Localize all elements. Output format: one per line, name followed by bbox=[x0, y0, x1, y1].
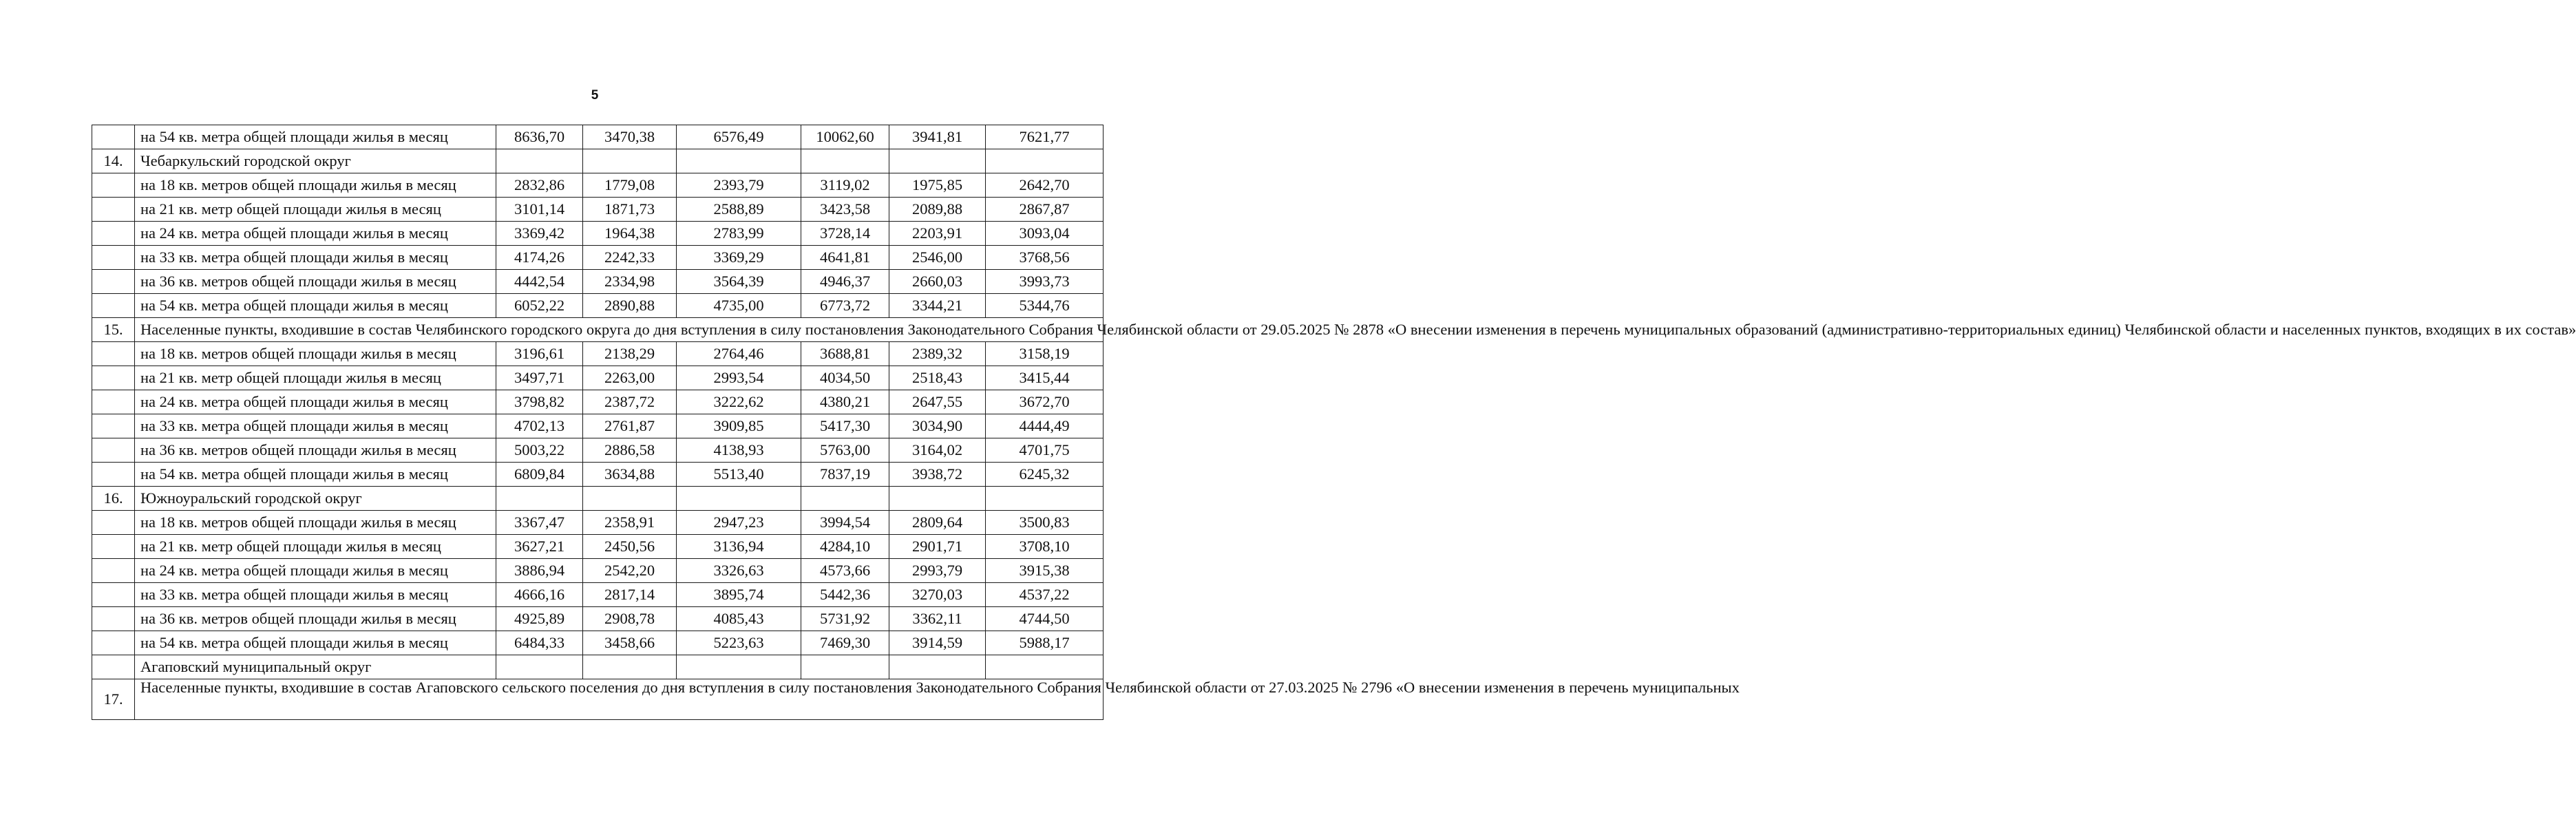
value-cell: 1975,85 bbox=[889, 173, 986, 198]
value-cell: 5223,63 bbox=[677, 631, 801, 655]
row-number-cell bbox=[92, 535, 135, 559]
table-row bbox=[92, 125, 1104, 149]
table-row bbox=[92, 414, 1104, 438]
row-label: на 33 кв. метра общей площади жилья в месяц bbox=[135, 414, 496, 438]
value-cell: 3895,74 bbox=[677, 583, 801, 607]
row-number-cell bbox=[92, 414, 135, 438]
value-cell: 3914,59 bbox=[889, 631, 986, 655]
value-cell: 4034,50 bbox=[801, 366, 889, 390]
table-row bbox=[92, 246, 1104, 270]
value-cell: 2389,32 bbox=[889, 342, 986, 366]
section-title: Агаповский муниципальный округ bbox=[135, 655, 496, 679]
value-cell: 6245,32 bbox=[986, 463, 1104, 487]
row-number-cell bbox=[92, 125, 135, 149]
value-cell: 2886,58 bbox=[583, 438, 677, 463]
section-row bbox=[92, 655, 1104, 679]
value-cell: 2546,00 bbox=[889, 246, 986, 270]
value-cell: 3634,88 bbox=[583, 463, 677, 487]
value-cell: 6484,33 bbox=[496, 631, 583, 655]
empty-value-cell bbox=[889, 149, 986, 173]
value-cell: 4701,75 bbox=[986, 438, 1104, 463]
empty-value-cell bbox=[986, 149, 1104, 173]
empty-value-cell bbox=[583, 487, 677, 511]
table-row bbox=[92, 559, 1104, 583]
value-cell: 5344,76 bbox=[986, 294, 1104, 318]
page-number: 5 bbox=[591, 88, 599, 103]
value-cell: 3158,19 bbox=[986, 342, 1104, 366]
value-cell: 2660,03 bbox=[889, 270, 986, 294]
row-label: на 24 кв. метра общей площади жилья в месяц bbox=[135, 559, 496, 583]
value-cell: 2783,99 bbox=[677, 222, 801, 246]
row-label: на 33 кв. метра общей площади жилья в месяц bbox=[135, 583, 496, 607]
table-row bbox=[92, 438, 1104, 463]
value-cell: 4702,13 bbox=[496, 414, 583, 438]
value-cell: 4085,43 bbox=[677, 607, 801, 631]
row-label: на 21 кв. метр общей площади жилья в месяц bbox=[135, 366, 496, 390]
row-number-cell bbox=[92, 366, 135, 390]
value-cell: 4174,26 bbox=[496, 246, 583, 270]
table-row bbox=[92, 342, 1104, 366]
row-number-cell bbox=[92, 463, 135, 487]
value-cell: 2647,55 bbox=[889, 390, 986, 414]
value-cell: 4380,21 bbox=[801, 390, 889, 414]
value-cell: 3367,47 bbox=[496, 511, 583, 535]
value-cell: 3344,21 bbox=[889, 294, 986, 318]
value-cell: 3627,21 bbox=[496, 535, 583, 559]
row-label: на 24 кв. метра общей площади жилья в месяц bbox=[135, 222, 496, 246]
empty-value-cell bbox=[889, 655, 986, 679]
value-cell: 3164,02 bbox=[889, 438, 986, 463]
value-cell: 2263,00 bbox=[583, 366, 677, 390]
value-cell: 7469,30 bbox=[801, 631, 889, 655]
value-cell: 4946,37 bbox=[801, 270, 889, 294]
value-cell: 4284,10 bbox=[801, 535, 889, 559]
value-cell: 4444,49 bbox=[986, 414, 1104, 438]
value-cell: 3909,85 bbox=[677, 414, 801, 438]
empty-value-cell bbox=[583, 655, 677, 679]
value-cell: 3369,42 bbox=[496, 222, 583, 246]
value-cell: 3458,66 bbox=[583, 631, 677, 655]
value-cell: 5003,22 bbox=[496, 438, 583, 463]
row-label: на 21 кв. метр общей площади жилья в месяц bbox=[135, 198, 496, 222]
row-label: на 54 кв. метра общей площади жилья в месяц bbox=[135, 631, 496, 655]
value-cell: 2450,56 bbox=[583, 535, 677, 559]
value-cell: 3564,39 bbox=[677, 270, 801, 294]
value-cell: 2947,23 bbox=[677, 511, 801, 535]
value-cell: 3500,83 bbox=[986, 511, 1104, 535]
value-cell: 2138,29 bbox=[583, 342, 677, 366]
row-number-cell bbox=[92, 198, 135, 222]
value-cell: 2809,64 bbox=[889, 511, 986, 535]
row-label: на 33 кв. метра общей площади жилья в месяц bbox=[135, 246, 496, 270]
table-row bbox=[92, 535, 1104, 559]
value-cell: 3093,04 bbox=[986, 222, 1104, 246]
value-cell: 2518,43 bbox=[889, 366, 986, 390]
section-row bbox=[92, 149, 1104, 173]
section-description: Населенные пункты, входившие в состав Челябинского городского округа до дня вступления в силу постановления Законодательного Собрания Челябинской области от 29.05.2025 № 2878 «О внесении изменения в перечень муниципальных образований (административно-территориальных единиц) Челябинской области и населенных пунктов, входящих в их состав» bbox=[135, 318, 1104, 342]
value-cell: 3222,62 bbox=[677, 390, 801, 414]
row-label: на 18 кв. метров общей площади жилья в месяц bbox=[135, 511, 496, 535]
row-number-cell bbox=[92, 583, 135, 607]
empty-value-cell bbox=[677, 487, 801, 511]
row-number-cell bbox=[92, 173, 135, 198]
value-cell: 3270,03 bbox=[889, 583, 986, 607]
empty-value-cell bbox=[677, 655, 801, 679]
value-cell: 5513,40 bbox=[677, 463, 801, 487]
value-cell: 2334,98 bbox=[583, 270, 677, 294]
value-cell: 3688,81 bbox=[801, 342, 889, 366]
tariff-table bbox=[92, 125, 2576, 720]
row-label: на 36 кв. метров общей площади жилья в месяц bbox=[135, 607, 496, 631]
row-label: на 36 кв. метров общей площади жилья в месяц bbox=[135, 438, 496, 463]
value-cell: 2542,20 bbox=[583, 559, 677, 583]
section-number: 16. bbox=[92, 487, 135, 511]
row-number-cell bbox=[92, 511, 135, 535]
table-row bbox=[92, 390, 1104, 414]
row-number-cell bbox=[92, 390, 135, 414]
empty-value-cell bbox=[986, 655, 1104, 679]
section-number bbox=[92, 655, 135, 679]
value-cell: 2761,87 bbox=[583, 414, 677, 438]
value-cell: 3708,10 bbox=[986, 535, 1104, 559]
value-cell: 4138,93 bbox=[677, 438, 801, 463]
value-cell: 3034,90 bbox=[889, 414, 986, 438]
empty-value-cell bbox=[986, 487, 1104, 511]
row-number-cell bbox=[92, 342, 135, 366]
section-title: Южноуральский городской округ bbox=[135, 487, 496, 511]
table-row bbox=[92, 511, 1104, 535]
value-cell: 3119,02 bbox=[801, 173, 889, 198]
table-row bbox=[92, 583, 1104, 607]
value-cell: 3728,14 bbox=[801, 222, 889, 246]
value-cell: 3915,38 bbox=[986, 559, 1104, 583]
section-number: 15. bbox=[92, 318, 135, 342]
value-cell: 2832,86 bbox=[496, 173, 583, 198]
value-cell: 2387,72 bbox=[583, 390, 677, 414]
table-row bbox=[92, 366, 1104, 390]
table-row bbox=[92, 198, 1104, 222]
value-cell: 3423,58 bbox=[801, 198, 889, 222]
value-cell: 7621,77 bbox=[986, 125, 1104, 149]
row-number-cell bbox=[92, 294, 135, 318]
value-cell: 2393,79 bbox=[677, 173, 801, 198]
value-cell: 2817,14 bbox=[583, 583, 677, 607]
row-number-cell bbox=[92, 270, 135, 294]
value-cell: 2764,46 bbox=[677, 342, 801, 366]
value-cell: 3196,61 bbox=[496, 342, 583, 366]
row-label: на 36 кв. метров общей площади жилья в месяц bbox=[135, 270, 496, 294]
section-title: Чебаркульский городской округ bbox=[135, 149, 496, 173]
value-cell: 6576,49 bbox=[677, 125, 801, 149]
value-cell: 1871,73 bbox=[583, 198, 677, 222]
value-cell: 2358,91 bbox=[583, 511, 677, 535]
value-cell: 3672,70 bbox=[986, 390, 1104, 414]
value-cell: 4573,66 bbox=[801, 559, 889, 583]
value-cell: 2890,88 bbox=[583, 294, 677, 318]
value-cell: 5731,92 bbox=[801, 607, 889, 631]
value-cell: 6773,72 bbox=[801, 294, 889, 318]
empty-value-cell bbox=[801, 487, 889, 511]
row-number-cell bbox=[92, 559, 135, 583]
value-cell: 2089,88 bbox=[889, 198, 986, 222]
empty-value-cell bbox=[889, 487, 986, 511]
value-cell: 3768,56 bbox=[986, 246, 1104, 270]
value-cell: 2867,87 bbox=[986, 198, 1104, 222]
empty-value-cell bbox=[496, 487, 583, 511]
empty-value-cell bbox=[496, 149, 583, 173]
value-cell: 6809,84 bbox=[496, 463, 583, 487]
value-cell: 3938,72 bbox=[889, 463, 986, 487]
value-cell: 8636,70 bbox=[496, 125, 583, 149]
value-cell: 3941,81 bbox=[889, 125, 986, 149]
value-cell: 3798,82 bbox=[496, 390, 583, 414]
table-row bbox=[92, 631, 1104, 655]
section-number: 14. bbox=[92, 149, 135, 173]
row-label: на 54 кв. метра общей площади жилья в месяц bbox=[135, 294, 496, 318]
value-cell: 6052,22 bbox=[496, 294, 583, 318]
value-cell: 3369,29 bbox=[677, 246, 801, 270]
row-label: на 54 кв. метра общей площади жилья в месяц bbox=[135, 125, 496, 149]
table-row bbox=[92, 173, 1104, 198]
value-cell: 5988,17 bbox=[986, 631, 1104, 655]
value-cell: 4442,54 bbox=[496, 270, 583, 294]
table-row bbox=[92, 222, 1104, 246]
section-row bbox=[92, 487, 1104, 511]
value-cell: 2642,70 bbox=[986, 173, 1104, 198]
empty-value-cell bbox=[801, 149, 889, 173]
value-cell: 2908,78 bbox=[583, 607, 677, 631]
value-cell: 5763,00 bbox=[801, 438, 889, 463]
value-cell: 4744,50 bbox=[986, 607, 1104, 631]
value-cell: 5442,36 bbox=[801, 583, 889, 607]
value-cell: 2203,91 bbox=[889, 222, 986, 246]
value-cell: 4666,16 bbox=[496, 583, 583, 607]
row-label: на 21 кв. метр общей площади жилья в месяц bbox=[135, 535, 496, 559]
value-cell: 2993,79 bbox=[889, 559, 986, 583]
value-cell: 2588,89 bbox=[677, 198, 801, 222]
value-cell: 4641,81 bbox=[801, 246, 889, 270]
row-label: на 18 кв. метров общей площади жилья в месяц bbox=[135, 173, 496, 198]
section-description-row bbox=[92, 679, 1104, 720]
value-cell: 4537,22 bbox=[986, 583, 1104, 607]
value-cell: 3993,73 bbox=[986, 270, 1104, 294]
value-cell: 10062,60 bbox=[801, 125, 889, 149]
row-number-cell bbox=[92, 607, 135, 631]
section-description-row bbox=[92, 318, 1104, 342]
value-cell: 2901,71 bbox=[889, 535, 986, 559]
row-number-cell bbox=[92, 631, 135, 655]
empty-value-cell bbox=[801, 655, 889, 679]
row-label: на 18 кв. метров общей площади жилья в месяц bbox=[135, 342, 496, 366]
section-description: Населенные пункты, входившие в состав Агаповского сельского поселения до дня вступления в силу постановления Законодательного Собрания Челябинской области от 27.03.2025 № 2796 «О внесении изменения в перечень муниципальных bbox=[135, 679, 1104, 720]
value-cell: 5417,30 bbox=[801, 414, 889, 438]
value-cell: 1779,08 bbox=[583, 173, 677, 198]
row-number-cell bbox=[92, 246, 135, 270]
row-label: на 24 кв. метра общей площади жилья в месяц bbox=[135, 390, 496, 414]
value-cell: 3362,11 bbox=[889, 607, 986, 631]
empty-value-cell bbox=[496, 655, 583, 679]
value-cell: 4925,89 bbox=[496, 607, 583, 631]
value-cell: 7837,19 bbox=[801, 463, 889, 487]
value-cell: 1964,38 bbox=[583, 222, 677, 246]
table-row bbox=[92, 463, 1104, 487]
row-number-cell bbox=[92, 438, 135, 463]
value-cell: 2242,33 bbox=[583, 246, 677, 270]
value-cell: 4735,00 bbox=[677, 294, 801, 318]
value-cell: 3101,14 bbox=[496, 198, 583, 222]
row-number-cell bbox=[92, 222, 135, 246]
empty-value-cell bbox=[583, 149, 677, 173]
value-cell: 3994,54 bbox=[801, 511, 889, 535]
section-number: 17. bbox=[92, 679, 135, 720]
table-row bbox=[92, 607, 1104, 631]
table-row bbox=[92, 270, 1104, 294]
value-cell: 3886,94 bbox=[496, 559, 583, 583]
value-cell: 3470,38 bbox=[583, 125, 677, 149]
empty-value-cell bbox=[677, 149, 801, 173]
value-cell: 3415,44 bbox=[986, 366, 1104, 390]
row-label: на 54 кв. метра общей площади жилья в месяц bbox=[135, 463, 496, 487]
value-cell: 3497,71 bbox=[496, 366, 583, 390]
value-cell: 3326,63 bbox=[677, 559, 801, 583]
value-cell: 3136,94 bbox=[677, 535, 801, 559]
value-cell: 2993,54 bbox=[677, 366, 801, 390]
table-body bbox=[92, 125, 2576, 720]
table-row bbox=[92, 294, 1104, 318]
